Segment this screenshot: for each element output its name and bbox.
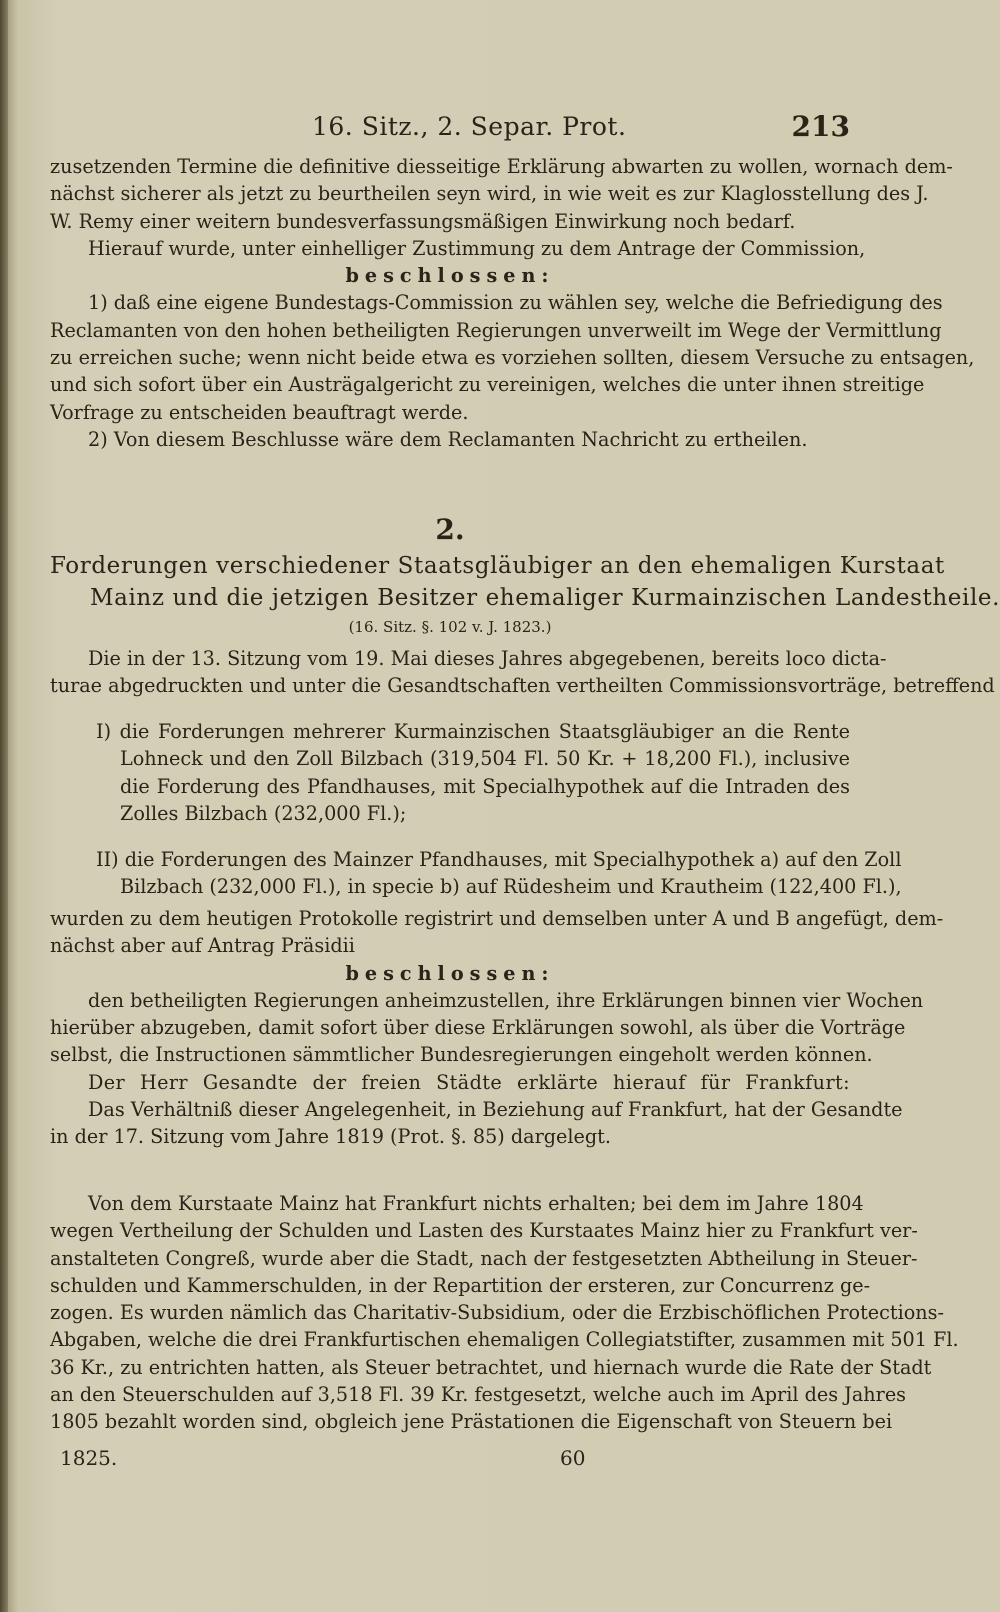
text-line: zu erreichen suche; wenn nicht beide etwa es vorziehen sollten, diesem Versuche zu entsagen, [50, 346, 975, 370]
text-line: 1) daß eine eigene Bundestags-Commission zu wählen sey, welche die Befriedigung des [88, 291, 943, 315]
text-line: turae abgedruckten und unter die Gesandtschaften vertheilten Commissionsvorträge, betreffend [50, 674, 995, 698]
text-line: Der Herr Gesandte der freien Städte erklärte hierauf für Frankfurt: [88, 1070, 850, 1094]
text-line: 1805 bezahlt worden sind, obgleich jene Prästationen die Eigenschaft von Steuern bei [50, 1410, 893, 1434]
text-line: wegen Vertheilung der Schulden und Lasten des Kurstaates Mainz hier zu Frankfurt ver- [50, 1219, 918, 1243]
section-body-continued [50, 905, 944, 1151]
resolution-heading: beschlossen: [345, 264, 555, 288]
text-line: Hierauf wurde, unter einhelliger Zustimmung zu dem Antrage der Commission, [88, 236, 866, 260]
text-line: hierüber abzugeben, damit sofort über diese Erklärungen sowohl, als über die Vorträge [50, 1016, 906, 1040]
text-line: 2) Von diesem Beschlusse wäre dem Reclamanten Nachricht zu ertheilen. [88, 427, 808, 451]
text-line: an den Steuerschulden auf 3,518 Fl. 39 Kr. festgesetzt, welche auch im April des Jahres [50, 1383, 907, 1407]
text-line: schulden und Kammerschulden, in der Repartition der ersteren, zur Concurrenz ge- [50, 1273, 871, 1297]
footer-year: 1825. [60, 1446, 118, 1470]
text-line: Bilzbach (232,000 Fl.), in specie b) auf Rüdesheim und Krautheim (122,400 Fl.), [120, 875, 902, 899]
text-line: nächst aber auf Antrag Präsidii [50, 934, 355, 958]
list-item-1 [50, 718, 850, 827]
text-line: anstalteten Congreß, wurde aber die Stadt, nach der festgesetzten Abtheilung in Steuer- [50, 1246, 918, 1270]
running-head: 16. Sitz., 2. Separ. Prot. [312, 112, 627, 141]
text-line: zogen. Es wurden nämlich das Charitativ-Subsidium, oder die Erzbischöflichen Protections- [50, 1301, 944, 1325]
text-block-continuation [50, 153, 975, 453]
section-reference: (16. Sitz. §. 102 v. J. 1823.) [348, 618, 552, 636]
text-line: Vorfrage zu entscheiden beauftragt werde. [50, 400, 469, 424]
list-item-2 [50, 846, 902, 901]
text-line: Die in der 13. Sitzung vom 19. Mai dieses Jahres abgegebenen, bereits loco dicta- [88, 647, 887, 670]
page-header [50, 112, 850, 148]
text-line: Von dem Kurstaate Mainz hat Frankfurt nichts erhalten; bei dem im Jahre 1804 [88, 1192, 864, 1215]
text-line: II) die Forderungen des Mainzer Pfandhauses, mit Specialhypothek a) auf den Zoll [96, 848, 902, 871]
resolution-heading: beschlossen: [345, 961, 555, 985]
text-line: W. Remy einer weitern bundesverfassungsmäßigen Einwirkung noch bedarf. [50, 209, 796, 233]
section-title-line-2: Mainz und die jetzigen Besitzer ehemaliger Kurmainzischen Landestheile. [90, 585, 1000, 611]
text-line: in der 17. Sitzung vom Jahre 1819 (Prot. §. 85) dargelegt. [50, 1125, 611, 1149]
page-number: 213 [791, 110, 850, 143]
text-line: die Forderung des Pfandhauses, mit Specialhypothek auf die Intraden des [120, 774, 850, 798]
section-title-line-1: Forderungen verschiedener Staatsgläubiger an den ehemaligen Kurstaat [50, 553, 945, 579]
text-line: nächst sicherer als jetzt zu beurtheilen seyn wird, in wie weit es zur Klaglosstellung des J. [50, 182, 929, 206]
text-line: Das Verhältniß dieser Angelegenheit, in Beziehung auf Frankfurt, hat der Gesandte [88, 1098, 903, 1122]
section-number: 2. [435, 513, 465, 546]
text-line: Zolles Bilzbach (232,000 Fl.); [120, 801, 407, 825]
frankfurt-statement [50, 1190, 959, 1436]
text-line: Abgaben, welche die drei Frankfurtischen ehemaligen Collegiatstifter, zusammen mit 501 Fl. [50, 1328, 959, 1352]
text-line: zusetzenden Termine die definitive diesseitige Erklärung abwarten zu wollen, wornach dem- [50, 155, 953, 178]
signature-mark: 60 [560, 1446, 586, 1470]
text-line: den betheiligten Regierungen anheimzustellen, ihre Erklärungen binnen vier Wochen [88, 988, 924, 1012]
text-line: selbst, die Instructionen sämmtlicher Bundesregierungen eingeholt werden können. [50, 1043, 873, 1067]
section-body [50, 645, 995, 700]
section-heading-block [50, 510, 1000, 640]
book-spine-shadow [0, 0, 8, 1612]
text-line: 36 Kr., zu entrichten hatten, als Steuer betrachtet, und hiernach wurde die Rate der Stadt [50, 1355, 932, 1379]
text-line: und sich sofort über ein Austrägalgericht zu vereinigen, welches die unter ihnen streitige [50, 373, 925, 397]
text-line: Lohneck und den Zoll Bilzbach (319,504 Fl. 50 Kr. + 18,200 Fl.), inclusive [120, 747, 850, 771]
text-line: I) die Forderungen mehrerer Kurmainzischen Staatsgläubiger an die Rente [96, 720, 850, 743]
text-line: Reclamanten von den hohen betheiligten Regierungen unverweilt im Wege der Vermittlung [50, 318, 942, 342]
text-line: wurden zu dem heutigen Protokolle registrirt und demselben unter A und B angefügt, dem- [50, 907, 944, 930]
